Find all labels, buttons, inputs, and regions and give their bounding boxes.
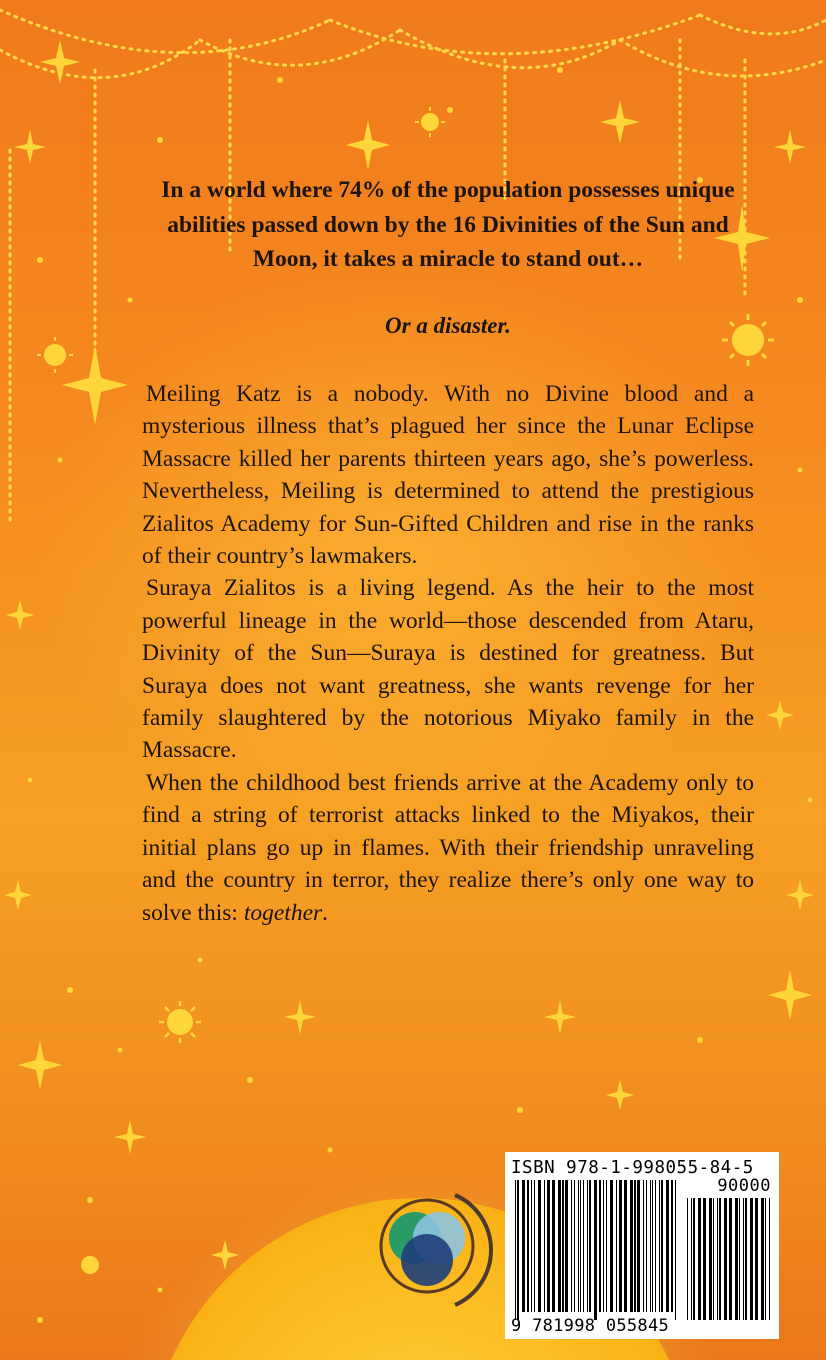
barcode-bar <box>599 1180 601 1312</box>
barcode-addon-bar <box>765 1198 766 1320</box>
isbn-barcode <box>505 1152 779 1339</box>
barcode-bar <box>650 1180 651 1312</box>
sparkle-star-icon <box>14 130 46 164</box>
crescent-moons <box>345 1040 498 1170</box>
barcode-bar <box>562 1180 564 1312</box>
barcode-bar <box>534 1180 535 1312</box>
sparkle-star-icon <box>786 880 814 910</box>
sparkle-star-icon <box>346 120 390 170</box>
sparkle-star-icon <box>6 600 34 630</box>
barcode-bar <box>547 1180 550 1312</box>
barcode-addon-bar <box>687 1198 688 1320</box>
barcode-addon-bar <box>703 1198 706 1320</box>
barcode-bar <box>515 1180 516 1320</box>
sparkle-star-icon <box>606 1080 634 1110</box>
barcode-bar <box>659 1180 660 1312</box>
barcode-bar <box>646 1180 647 1312</box>
small-sun-icon <box>37 337 73 373</box>
synopsis-paragraph <box>142 767 754 929</box>
barcode-bar <box>610 1180 613 1312</box>
tagline: In a world where 74% of the population possesses unique abilities passed down by the 16 Divinities of the Sun and Moon, it takes a miracle to stand out… <box>161 177 735 272</box>
barcode-addon-bar <box>717 1198 718 1320</box>
sparkle-star-icon <box>40 40 80 84</box>
barcode-bar <box>594 1180 597 1320</box>
barcode-bar <box>558 1180 561 1312</box>
sparkle-star-icon <box>284 1000 316 1034</box>
barcode-addon-bar <box>724 1198 727 1320</box>
barcode-addon-bar <box>755 1198 758 1320</box>
synopsis-paragraph: Meiling Katz is a nobody. With no Divine blood and a mysterious illness that’s plagued her since the Lunar Eclipse Massacre killed her parents thirteen years ago, she’s powerless. Nevertheless, Meiling is determined to attend the prestigious Zialitos Academy for Sun-Gifted Children and rise in the ranks of their country’s lawmakers. <box>142 381 754 570</box>
barcode-bar <box>606 1180 607 1312</box>
barcode-bar <box>661 1180 663 1312</box>
tagline-punchline: Or a disaster. <box>385 313 511 338</box>
sparkle-star-icon <box>62 345 128 425</box>
barcode-addon-bar <box>691 1198 692 1320</box>
barcode-addon-bar <box>739 1198 740 1320</box>
barcode-bar <box>538 1180 541 1312</box>
barcode-bar <box>531 1180 532 1312</box>
barcode-bar <box>544 1180 545 1312</box>
barcode-bar <box>565 1180 568 1312</box>
synopsis-paragraph: Suraya Zialitos is a living legend. As the heir to the most powerful lineage in the world—those descended from Ataru, Divinity of the Sun—Suraya is destined for greatness. But Suraya does not want greatness, she wants revenge for her family slaughtered by the notorious Miyako family in the Massacre. <box>142 575 754 764</box>
synopsis-final-text: When the childhood best friends arrive at the Academy only to find a string of terrorist attacks linked to the Miyakos, their initial plans go up in flames. With their friendship unraveling and the country in terror, they realize there’s only one way to solve this: <box>142 769 754 926</box>
barcode-addon-bar <box>709 1198 712 1320</box>
barcode-bar <box>643 1180 644 1312</box>
barcode-bar <box>552 1180 555 1312</box>
barcode-bar <box>666 1180 669 1312</box>
barcode-bar <box>571 1180 572 1312</box>
barcode-bar <box>589 1180 591 1312</box>
barcode-bar <box>574 1180 575 1312</box>
barcode-bar <box>522 1180 525 1312</box>
ean-digits: 9 781998 055845 <box>511 1316 670 1336</box>
small-sun-icon <box>81 1256 99 1274</box>
barcode-addon-bar <box>729 1198 732 1320</box>
barcode-bar <box>655 1180 656 1312</box>
sparkle-star-icon <box>18 1040 62 1090</box>
barcode-bar <box>603 1180 604 1312</box>
barcode-bar <box>630 1180 633 1312</box>
barcode-addon-bar <box>719 1198 721 1320</box>
small-sun-icon <box>159 1001 201 1043</box>
sparkle-star-icon <box>766 700 794 730</box>
barcode-bar <box>675 1180 676 1320</box>
synopsis-final-punctuation: . <box>322 899 329 926</box>
crescent-moon-left-icon <box>345 1040 410 1170</box>
barcode-addon-bar <box>713 1198 714 1320</box>
barcode-bar <box>527 1180 529 1312</box>
barcode-bar <box>616 1180 617 1312</box>
sparkle-star-icon <box>4 880 32 910</box>
barcode-addon-bar <box>735 1198 738 1320</box>
barcode-bar <box>583 1180 584 1312</box>
isbn-label: ISBN 978-1-998055-84-5 <box>511 1158 754 1178</box>
sparkle-star-icon <box>774 130 806 164</box>
barcode-bar <box>652 1180 653 1312</box>
small-sun-icon <box>415 107 445 137</box>
sparkle-star-icon <box>114 1120 146 1154</box>
barcode-bar <box>624 1180 627 1312</box>
synopsis-final-emphasis: together <box>243 899 323 926</box>
sparkle-star-icon <box>768 970 812 1020</box>
barcode-addon-bar <box>761 1198 764 1320</box>
barcode-bar <box>578 1180 579 1312</box>
barcode-bar <box>619 1180 622 1312</box>
crescent-moon-right-icon <box>433 1040 498 1170</box>
barcode-bar <box>517 1180 519 1320</box>
barcode-addon-bar <box>750 1198 753 1320</box>
barcode-bar <box>671 1180 673 1312</box>
barcode-bar <box>587 1180 588 1312</box>
barcode-addon-bar <box>769 1198 770 1320</box>
sparkle-star-icon <box>544 1000 576 1034</box>
barcode-addon-bar <box>745 1198 747 1320</box>
barcode-addon-bar <box>743 1198 744 1320</box>
barcode-bars <box>505 1152 779 1339</box>
price-code: 90000 <box>717 1176 771 1196</box>
barcode-addon-bar <box>698 1198 701 1320</box>
barcode-addon-bar <box>693 1198 695 1320</box>
sparkle-star-icon <box>600 100 640 144</box>
barcode-bar <box>580 1180 581 1312</box>
synopsis <box>142 378 754 929</box>
barcode-bar <box>637 1180 640 1312</box>
barcode-bar <box>634 1180 636 1312</box>
